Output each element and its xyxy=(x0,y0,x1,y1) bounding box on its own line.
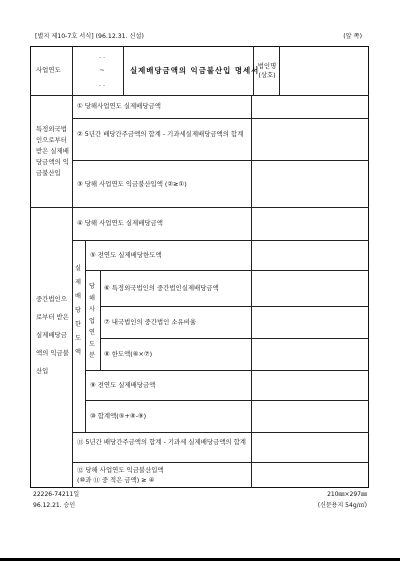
approval-date: 96.12.21. 승인 xyxy=(33,502,76,509)
row-divider xyxy=(72,462,369,463)
year-label: 사업연도 xyxy=(36,66,61,74)
corp-name-sub: (상호) xyxy=(258,71,276,79)
column-divider xyxy=(72,46,73,488)
section1-label: 특정외국법인으로부터 받은 실제배당금액의 익금불산입 xyxy=(36,125,69,177)
page-side-label: (앞 쪽) xyxy=(343,33,362,40)
row-divider xyxy=(85,370,369,371)
current-year-group-label: 당해사업연도분 xyxy=(89,283,95,359)
row-divider xyxy=(85,400,369,401)
form-code: 22226-74211일 xyxy=(33,491,80,498)
row-divider xyxy=(72,240,369,241)
item-1: ① 당해사업연도 실제배당금액 xyxy=(77,102,161,110)
row-divider xyxy=(72,432,369,433)
column-divider xyxy=(251,95,252,488)
row-divider xyxy=(100,338,369,339)
row-divider xyxy=(30,95,369,96)
item-12-line1: ⑫ 당해 사업연도 익금불산입액 xyxy=(77,466,164,474)
period-mark-bottom: . . xyxy=(98,80,106,88)
row-divider xyxy=(72,118,369,119)
item-10: ⑩ 합계액(⑤+⑧-⑨) xyxy=(90,412,147,420)
row-divider xyxy=(85,270,369,271)
item-11: ⑪ 5년간 배당간주금액의 합계 - 기과세 실제배당금액의 합계 xyxy=(77,438,246,446)
column-divider xyxy=(123,46,124,95)
row-divider xyxy=(30,207,369,208)
item-7: ⑦ 내국법인의 중간법인 소유비율 xyxy=(104,318,197,326)
corp-name-label: 법인명 xyxy=(257,62,277,70)
section2-label: 중간법인으로부터 받은 실제배당금액의 익금불산입 xyxy=(36,295,69,375)
limit-group-label: 실제배당한도액 xyxy=(75,265,81,356)
row-divider xyxy=(72,160,369,161)
item-4: ④ 당해 사업연도 실제배당금액 xyxy=(77,219,163,227)
row-divider xyxy=(100,306,369,307)
item-6: ⑥ 특정외국법인의 중간법인실제배당금액 xyxy=(104,284,219,292)
item-3: ③ 당해 사업연도 익금불산입액 (②≥①) xyxy=(77,180,187,188)
item-9: ⑨ 전연도 실제배당금액 xyxy=(90,381,156,389)
item-2: ② 5년간 배당간주금액의 합계 - 기과세실제배당금액의 합계 xyxy=(77,130,244,138)
item-8: ⑧ 한도액(⑥×⑦) xyxy=(104,350,153,358)
item-5: ⑤ 전연도 실제배당한도액 xyxy=(90,251,162,259)
paper-type: (신문용지 54g/㎡) xyxy=(317,502,367,509)
period-mark-top: . . xyxy=(98,52,106,60)
bottom-rule xyxy=(0,558,400,561)
period-separator: ~ xyxy=(99,66,105,74)
form-reference: [별지 제10-7호 서식] (96.12.31. 신설) xyxy=(35,33,144,40)
paper-size: 210㎜×297㎜ xyxy=(327,491,367,498)
form-title: 실제배당금액의 익금불산입 명세서 xyxy=(130,66,260,75)
item-12-line2: (⑩과 ⑪ 중 적은 금액) ≥ ④ xyxy=(77,476,155,484)
column-divider xyxy=(100,270,101,370)
column-divider xyxy=(85,240,86,432)
